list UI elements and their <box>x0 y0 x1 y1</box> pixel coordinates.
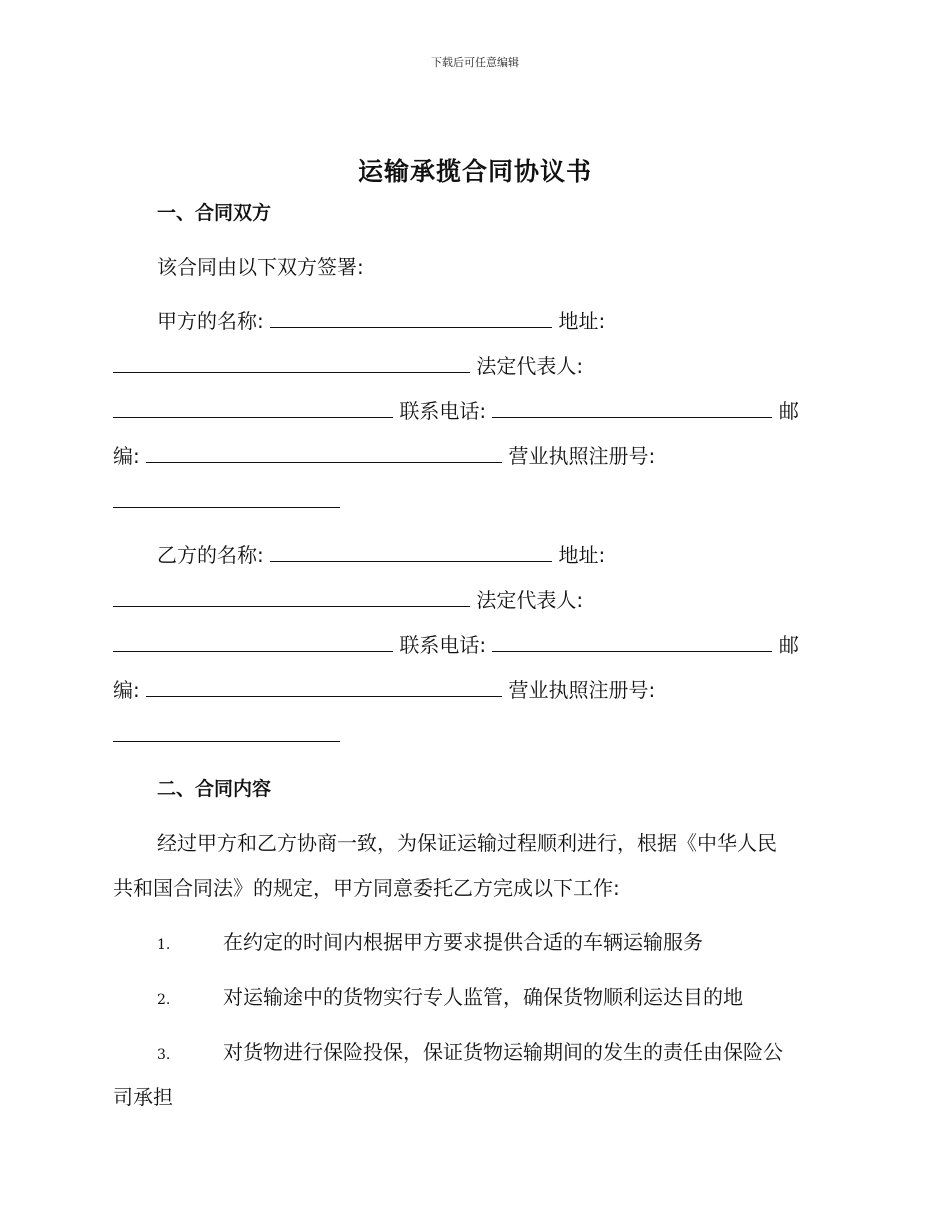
party-a-postcode-field[interactable] <box>146 444 502 463</box>
section-2-heading: 二、合同内容 <box>157 778 272 800</box>
party-b-rep-field[interactable] <box>113 633 393 652</box>
party-a-phone-label: 联系电话: <box>399 399 487 423</box>
document-title: 运输承揽合同协议书 <box>357 157 592 186</box>
party-a-phone-row <box>113 397 799 425</box>
party-b-rep-label: 法定代表人: <box>476 588 584 612</box>
list-item-number: 2. <box>157 992 171 1008</box>
party-a-name-label: 甲方的名称: <box>157 309 264 333</box>
party-b-phone-field[interactable] <box>492 633 772 652</box>
header-note: 下载后可任意编辑 <box>431 56 519 69</box>
party-a-name-field[interactable] <box>270 309 552 328</box>
list-item <box>157 928 703 959</box>
party-a-postcode-label-1: 邮 <box>778 399 799 423</box>
party-b-license-field[interactable] <box>113 723 340 742</box>
party-a-license-label: 营业执照注册号: <box>508 444 656 468</box>
party-a-postcode-row <box>113 442 655 470</box>
section-2-paragraph-line-2: 共和国合同法》的规定，甲方同意委托乙方完成以下工作: <box>113 876 620 900</box>
party-b-postcode-label-2: 编: <box>113 678 140 702</box>
party-a-rep-row <box>113 352 583 380</box>
party-b-license-row <box>113 721 340 749</box>
party-a-rep-label: 法定代表人: <box>476 354 584 378</box>
party-b-name-field[interactable] <box>270 543 552 562</box>
party-b-address-field[interactable] <box>113 588 470 607</box>
party-a-address-field[interactable] <box>113 354 470 373</box>
party-a-postcode-label-2: 编: <box>113 444 140 468</box>
party-b-postcode-label-1: 邮 <box>778 633 799 657</box>
list-item-continuation: 司承担 <box>113 1085 173 1109</box>
party-a-name-row <box>157 307 605 335</box>
list-item-number: 1. <box>157 937 171 953</box>
party-a-phone-field[interactable] <box>492 399 772 418</box>
list-item <box>157 1038 783 1069</box>
party-b-postcode-row <box>113 676 655 704</box>
party-a-address-label: 地址: <box>558 309 606 333</box>
party-a-license-row <box>113 487 340 515</box>
list-item-text: 对运输途中的货物实行专人监管，确保货物顺利运达目的地 <box>223 985 743 1009</box>
list-item-text: 在约定的时间内根据甲方要求提供合适的车辆运输服务 <box>223 930 703 954</box>
party-a-license-field[interactable] <box>113 489 340 508</box>
party-b-license-label: 营业执照注册号: <box>508 678 656 702</box>
list-item-number: 3. <box>157 1047 171 1063</box>
section-1-heading: 一、合同双方 <box>157 202 272 224</box>
section-1-intro: 该合同由以下双方签署: <box>157 255 364 279</box>
list-item-text: 对货物进行保险投保，保证货物运输期间的发生的责任由保险公 <box>223 1040 783 1064</box>
list-item <box>157 983 743 1014</box>
party-b-phone-row <box>113 631 799 659</box>
party-b-name-label: 乙方的名称: <box>157 543 264 567</box>
party-a-rep-field[interactable] <box>113 399 393 418</box>
party-b-rep-row <box>113 586 583 614</box>
party-b-address-label: 地址: <box>558 543 606 567</box>
section-2-paragraph-line-1: 经过甲方和乙方协商一致，为保证运输过程顺利进行，根据《中华人民 <box>157 831 777 855</box>
party-b-phone-label: 联系电话: <box>399 633 487 657</box>
party-b-name-row <box>157 541 605 569</box>
party-b-postcode-field[interactable] <box>146 678 502 697</box>
